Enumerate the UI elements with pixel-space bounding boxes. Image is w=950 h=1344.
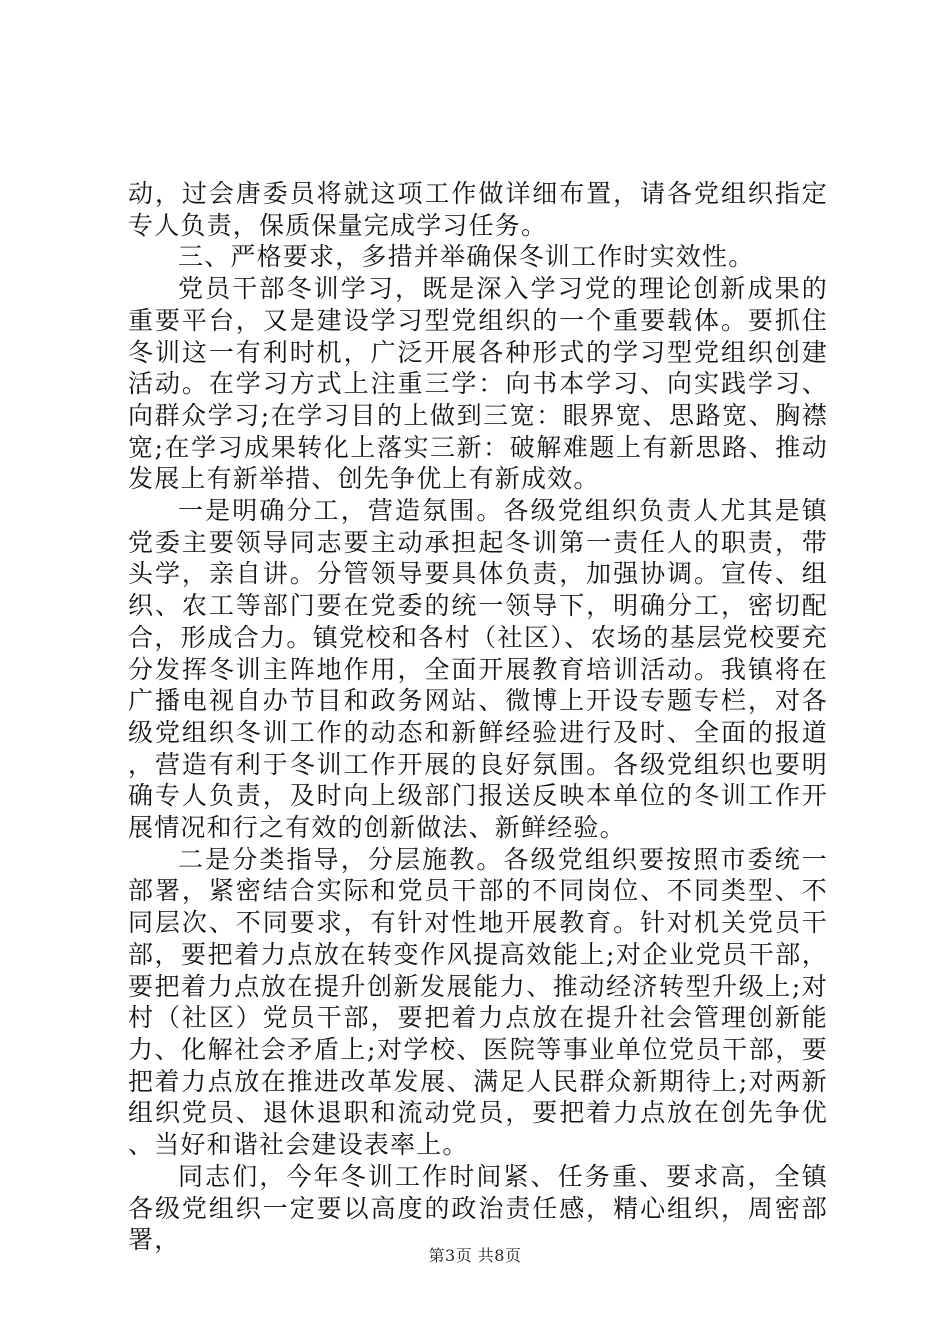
document-body <box>128 178 828 1256</box>
section-heading: 三、严格要求，多措并举确保冬训工作时实效性。 <box>178 242 755 272</box>
paragraph-continuation: 动，过会唐委员将就这项工作做详细布置，请各党组织指定专人负责，保质保量完成学习任务。 <box>128 179 828 240</box>
paragraph-division-of-labor: 一是明确分工，营造氛围。各级党组织负责人尤其是镇党委主要领导同志要主动承担起冬训第一责任人的职责，带头学，亲自讲。分管领导要具体负责，加强协调。宣传、组织、农工等部门要在党委的统一领导下，明确分工，密切配合，形成合力。镇党校和各村（社区）、农场的基层党校要充分发挥冬训主阵地作用，全面开展教育培训活动。我镇将在广播电视自办节目和政务网站、微博上开设专题专栏，对各级党组织冬训工作的动态和新鲜经验进行及时、全面的报道，营造有利于冬训工作开展的良好氛围。各级党组织也要明确专人负责，及时向上级部门报送反映本单位的冬训工作开展情况和行之有效的创新做法、新鲜经验。 <box>128 496 828 843</box>
paragraph-study-platform: 党员干部冬训学习，既是深入学习党的理论创新成果的重要平台，又是建设学习型党组织的一个重要载体。要抓住冬训这一有利时机，广泛开展各种形式的学习型党组织创建活动。在学习方式上注重三学：向书本学习、向实践学习、向群众学习;在学习目的上做到三宽：眼界宽、思路宽、胸襟宽;在学习成果转化上落实三新：破解难题上有新思路、推动发展上有新举措、创先争优上有新成效。 <box>128 274 828 494</box>
paragraph-closing: 同志们，今年冬训工作时间紧、任务重、要求高，全镇各级党组织一定要以高度的政治责任感，精心组织，周密部署， <box>128 1161 828 1255</box>
paragraph-classified-guidance: 二是分类指导，分层施教。各级党组织要按照市委统一部署，紧密结合实际和党员干部的不同岗位、不同类型、不同层次、不同要求，有针对性地开展教育。针对机关党员干部，要把着力点放在转变作风提高效能上;对企业党员干部，要把着力点放在提升创新发展能力、推动经济转型升级上;对村（社区）党员干部，要把着力点放在提升社会管理创新能力、化解社会矛盾上;对学校、医院等事业单位党员干部，要把着力点放在推进改革发展、满足人民群众新期待上;对两新组织党员、退休退职和流动党员，要把着力点放在创先争优、当好和谐社会建设表率上。 <box>128 844 828 1160</box>
page-number-footer: 第3页 共8页 <box>428 1246 522 1265</box>
